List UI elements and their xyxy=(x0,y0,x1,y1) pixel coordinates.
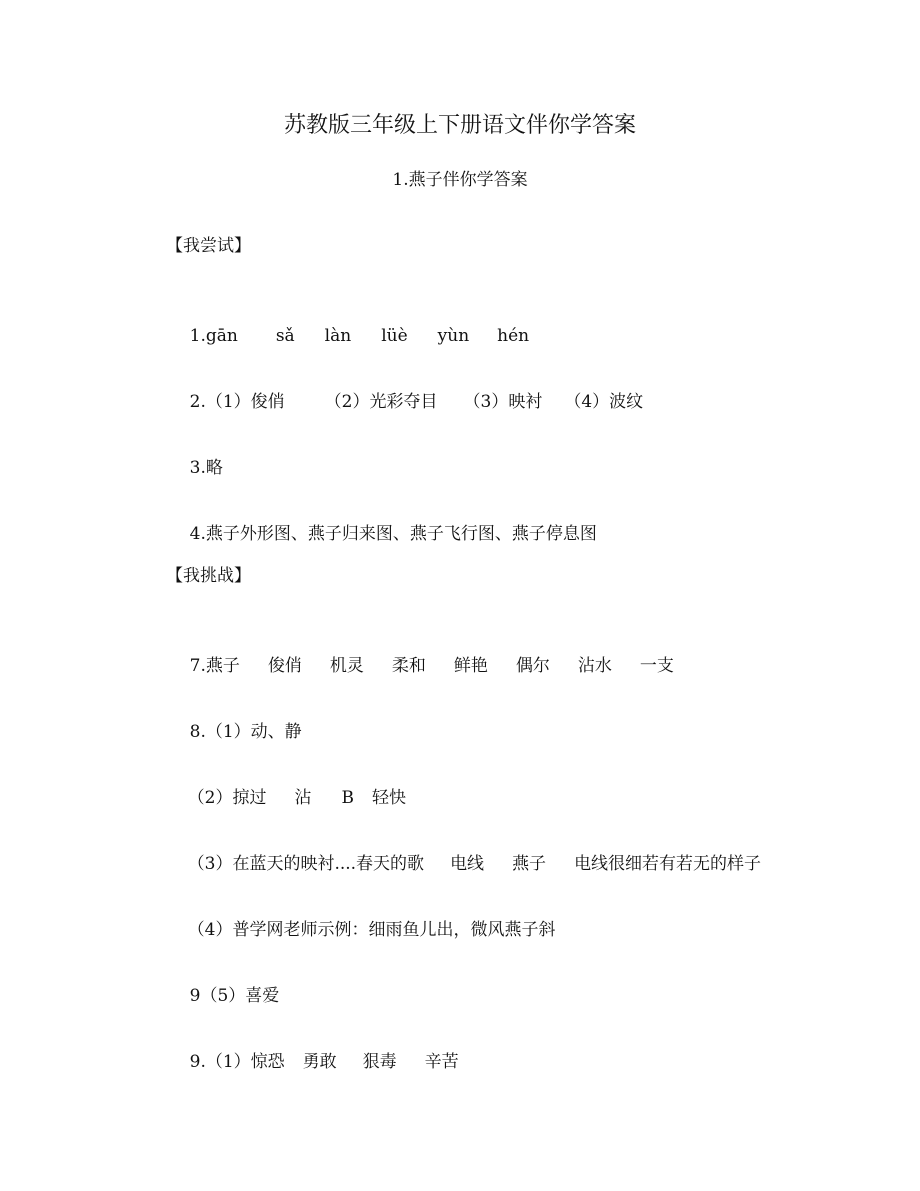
answer-line-4 xyxy=(168,498,597,570)
answer-text: sǎ xyxy=(275,326,295,346)
answer-text: B xyxy=(341,788,354,808)
answer-line-9-5 xyxy=(168,960,279,1032)
answer-text: （2）光彩夺目 xyxy=(324,392,438,412)
answer-text: 7.燕子 xyxy=(189,656,240,676)
answer-text: 2.（1）俊俏 xyxy=(189,392,285,412)
section-heading-challenge: 【我挑战】 xyxy=(166,566,251,586)
section-heading-try: 【我尝试】 xyxy=(166,236,251,256)
answer-text: 轻快 xyxy=(371,788,406,808)
answer-text: 9（5）喜爱 xyxy=(189,986,280,1006)
answer-text: 俊俏 xyxy=(267,656,302,676)
answer-text: 机灵 xyxy=(329,656,364,676)
answer-text: （4）波纹 xyxy=(564,392,644,412)
answer-text: 勇敢 xyxy=(302,1052,337,1072)
answer-text: 电线 xyxy=(450,854,485,874)
answer-text: 一支 xyxy=(639,656,674,676)
answer-text: （3）映衬 xyxy=(463,392,543,412)
answer-line-7 xyxy=(168,630,674,702)
answer-text: 9.（1）惊恐 xyxy=(189,1052,285,1072)
answer-text: yùn xyxy=(437,326,470,346)
answer-line-8-4 xyxy=(166,894,555,966)
answer-text: 沾水 xyxy=(577,656,612,676)
answer-text: 偶尔 xyxy=(515,656,550,676)
answer-text: 3.略 xyxy=(189,458,223,478)
document-subtitle: 1.燕子伴你学答案 xyxy=(392,170,528,190)
answer-text: 8.（1）动、静 xyxy=(189,722,302,742)
answer-line-8 xyxy=(168,696,302,768)
answer-line-1 xyxy=(168,300,529,372)
answer-text: 电线很细若有若无的样子 xyxy=(574,854,762,874)
answer-text: （2）掠过 xyxy=(187,788,267,808)
answer-text: 沾 xyxy=(294,788,312,808)
answer-text: hén xyxy=(497,326,530,346)
answer-text: 燕子 xyxy=(512,854,547,874)
answer-text: 4.燕子外形图、燕子归来图、燕子飞行图、燕子停息图 xyxy=(189,524,597,544)
answer-text: 狠毒 xyxy=(362,1052,397,1072)
answer-text: 1.gān xyxy=(189,326,238,346)
answer-text: 柔和 xyxy=(391,656,426,676)
answer-text: lüè xyxy=(381,326,408,346)
answer-text: （3）在蓝天的映衬....春天的歌 xyxy=(187,854,425,874)
answer-line-9 xyxy=(168,1026,459,1098)
answer-line-2 xyxy=(168,366,643,438)
document-title: 苏教版三年级上下册语文伴你学答案 xyxy=(283,113,636,138)
answer-text: 辛苦 xyxy=(424,1052,459,1072)
answer-line-8-2 xyxy=(166,762,406,834)
answer-text: 鲜艳 xyxy=(453,656,488,676)
answer-line-8-3 xyxy=(166,828,761,900)
answer-line-3 xyxy=(168,432,223,504)
answer-text: （4）普学网老师示例：细雨鱼儿出，微风燕子斜 xyxy=(187,920,556,940)
answer-text: làn xyxy=(324,326,352,346)
